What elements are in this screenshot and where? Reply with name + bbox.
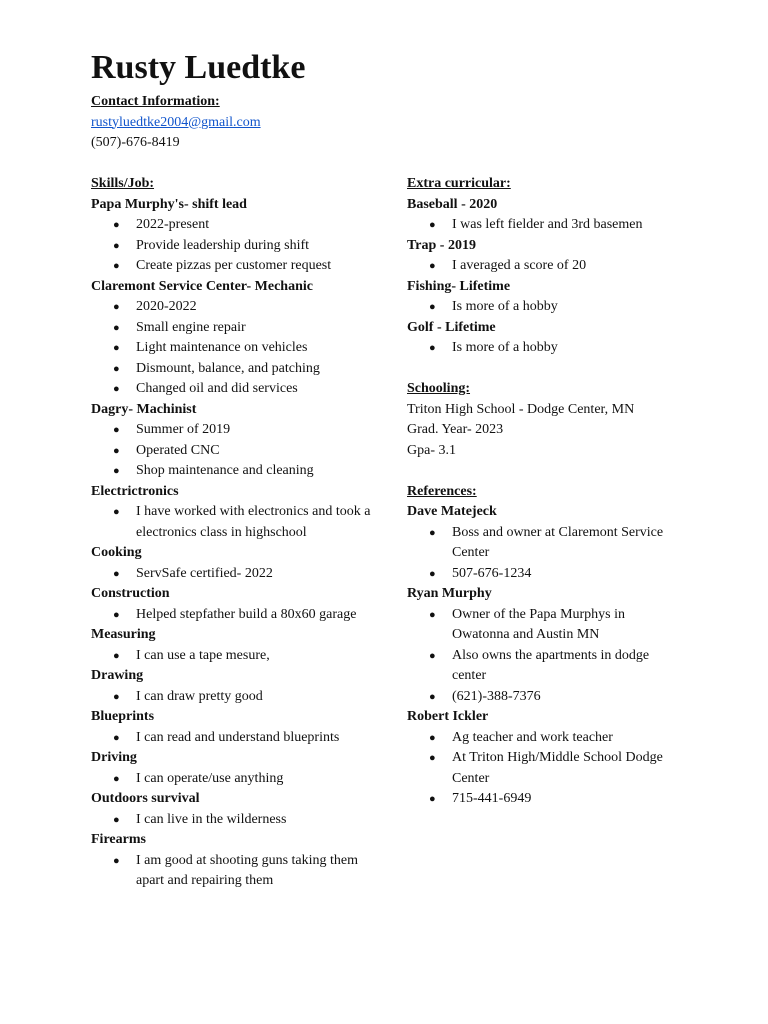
bullet-list — [91, 769, 391, 790]
bullet-item — [91, 379, 391, 400]
bullet-text: Small engine repair — [136, 319, 246, 335]
section-title: Fishing- Lifetime — [407, 278, 511, 294]
bullet-item — [91, 338, 391, 359]
bullet-item — [91, 236, 391, 257]
bullet-item — [407, 646, 707, 687]
contact-section — [91, 92, 391, 154]
bullet-item — [91, 728, 391, 749]
bullet-item — [91, 359, 391, 380]
bullet-icon: ● — [429, 690, 436, 703]
bullet-item — [91, 297, 391, 318]
bullet-list — [407, 605, 707, 708]
section-title: Construction — [91, 586, 170, 601]
skills-column — [91, 174, 391, 892]
bullet-list — [407, 338, 707, 359]
bullet-item — [91, 687, 391, 708]
bullet-text: Ag teacher and work teacher — [452, 729, 613, 745]
reference-name: Ryan Murphy — [407, 586, 492, 601]
bullet-item — [91, 605, 391, 626]
bullet-text: Changed oil and did services — [136, 381, 298, 396]
bullet-item — [407, 748, 707, 789]
bullet-list — [91, 728, 391, 749]
bullet-text: 715-441-6949 — [452, 791, 532, 806]
bullet-item — [91, 502, 391, 543]
bullet-text: I can use a tape mesure, — [136, 647, 270, 663]
bullet-list — [91, 297, 391, 400]
bullet-text: I can draw pretty good — [136, 688, 263, 704]
bullet-text: 507-676-1234 — [452, 565, 532, 581]
bullet-list — [91, 420, 391, 482]
bullet-list — [407, 215, 707, 236]
bullet-item — [91, 810, 391, 831]
bullet-text: Shop maintenance and cleaning — [136, 463, 314, 478]
bullet-icon: ● — [429, 608, 436, 621]
reference-name: Robert Ickler — [407, 709, 489, 724]
bullet-icon: ● — [113, 772, 120, 785]
bullet-item — [407, 256, 707, 277]
bullet-item — [91, 441, 391, 462]
bullet-text: Provide leadership during shift — [136, 237, 310, 253]
section-title: Baseball - 2020 — [407, 196, 498, 212]
bullet-text: Also owns the apartments in dodge center — [452, 647, 650, 683]
bullet-icon: ● — [113, 649, 120, 662]
bullet-text: Light maintenance on vehicles — [136, 340, 308, 355]
references-heading: References: — [407, 483, 477, 499]
bullet-text: Operated CNC — [136, 442, 220, 458]
bullet-list — [91, 564, 391, 585]
bullet-icon: ● — [429, 649, 436, 662]
bullet-text: I can live in the wilderness — [136, 811, 287, 827]
bullet-item — [91, 256, 391, 277]
bullet-icon: ● — [113, 424, 120, 436]
bullet-item — [407, 564, 707, 585]
references-list — [407, 502, 707, 810]
schooling-details — [407, 400, 707, 462]
bullet-icon: ● — [113, 260, 120, 272]
bullet-text: Is more of a hobby — [452, 299, 558, 314]
section-title: Golf - Lifetime — [407, 319, 496, 335]
bullet-item — [407, 297, 707, 318]
extra-curricular-heading: Extra curricular: — [407, 176, 511, 191]
bullet-icon: ● — [113, 731, 120, 744]
bullet-icon: ● — [113, 813, 120, 826]
bullet-list — [407, 523, 707, 585]
bullet-text: I averaged a score of 20 — [452, 258, 587, 273]
bullet-text: (621)-388-7376 — [452, 688, 541, 704]
schooling-line: Grad. Year- 2023 — [407, 422, 504, 437]
bullet-icon: ● — [113, 567, 120, 580]
section-title: Outdoors survival — [91, 791, 200, 806]
email-link[interactable]: rustyluedtke2004@gmail.com — [91, 114, 261, 130]
bullet-icon: ● — [113, 342, 120, 354]
bullet-text: I can operate/use anything — [136, 770, 284, 786]
bullet-icon: ● — [113, 608, 120, 621]
bullet-text: Owner of the Papa Murphys in Owatonna and Austin MN — [452, 606, 626, 642]
bullet-item — [91, 646, 391, 667]
section-title: Trap - 2019 — [407, 237, 476, 253]
bullet-item — [407, 605, 707, 646]
bullet-list — [407, 256, 707, 277]
bullet-item — [91, 851, 391, 892]
bullet-icon: ● — [113, 321, 120, 334]
bullet-icon: ● — [113, 444, 120, 457]
bullet-text: Boss and owner at Claremont Service Center — [452, 524, 664, 560]
section-title: Drawing — [91, 668, 144, 683]
section-title: Blueprints — [91, 709, 155, 724]
bullet-item — [407, 687, 707, 708]
bullet-icon: ● — [113, 854, 120, 867]
bullet-text: Summer of 2019 — [136, 422, 231, 437]
bullet-item — [91, 215, 391, 236]
bullet-item — [91, 420, 391, 441]
bullet-item — [407, 338, 707, 359]
bullet-list — [91, 810, 391, 831]
bullet-text: Create pizzas per customer request — [136, 258, 332, 273]
skills-list — [91, 195, 391, 892]
section-title: Firearms — [91, 832, 146, 847]
bullet-list — [91, 851, 391, 892]
section-title: Cooking — [91, 545, 142, 560]
bullet-item — [91, 564, 391, 585]
bullet-icon: ● — [113, 383, 120, 395]
contact-heading: Contact Information: — [91, 94, 220, 109]
bullet-list — [91, 605, 391, 626]
schooling-line: Triton High School - Dodge Center, MN — [407, 401, 635, 417]
bullet-icon: ● — [113, 465, 120, 477]
bullet-icon: ● — [113, 239, 120, 252]
schooling-heading: Schooling: — [407, 381, 471, 396]
bullet-icon: ● — [429, 260, 436, 272]
bullet-list — [407, 297, 707, 318]
bullet-list — [91, 687, 391, 708]
bullet-icon: ● — [429, 752, 436, 764]
bullet-list — [407, 728, 707, 810]
bullet-icon: ● — [113, 690, 120, 703]
reference-name: Dave Matejeck — [407, 504, 497, 519]
bullet-icon: ● — [113, 506, 120, 518]
bullet-list — [91, 502, 391, 543]
bullet-icon: ● — [429, 731, 436, 744]
bullet-item — [407, 789, 707, 810]
bullet-text: I can read and understand blueprints — [136, 729, 340, 745]
bullet-icon: ● — [113, 362, 120, 375]
bullet-text: Dismount, balance, and patching — [136, 360, 320, 376]
bullet-icon: ● — [429, 301, 436, 313]
bullet-item — [91, 769, 391, 790]
bullet-text: 2020-2022 — [136, 299, 197, 314]
bullet-icon: ● — [429, 342, 436, 354]
bullet-icon: ● — [429, 793, 436, 805]
bullet-text: I am good at shooting guns taking them apart and repairing them — [136, 852, 359, 888]
skills-heading: Skills/Job: — [91, 176, 155, 191]
bullet-text: 2022-present — [136, 217, 210, 232]
section-title: Electrictronics — [91, 483, 179, 499]
section-title: Driving — [91, 750, 137, 765]
bullet-item — [407, 215, 707, 236]
phone-number: (507)-676-8419 — [91, 135, 180, 150]
bullet-icon: ● — [113, 219, 120, 231]
section-title: Dagry- Machinist — [91, 401, 197, 417]
section-title: Measuring — [91, 627, 156, 642]
bullet-item — [91, 461, 391, 482]
bullet-text: At Triton High/Middle School Dodge Center — [452, 750, 663, 786]
bullet-item — [91, 318, 391, 339]
bullet-list — [91, 646, 391, 667]
extra-curricular-list — [407, 195, 707, 359]
bullet-list — [91, 215, 391, 277]
bullet-text: I have worked with electronics and took a electronics class in highschool — [136, 504, 371, 540]
resume-name: Rusty Luedtke — [91, 49, 306, 86]
bullet-item — [407, 523, 707, 564]
bullet-icon: ● — [429, 219, 436, 231]
schooling-line: Gpa- 3.1 — [407, 442, 456, 458]
bullet-icon: ● — [429, 526, 436, 539]
bullet-icon: ● — [429, 567, 436, 580]
bullet-item — [407, 728, 707, 749]
bullet-text: Is more of a hobby — [452, 340, 558, 355]
bullet-text: ServSafe certified- 2022 — [136, 565, 273, 581]
section-title: Claremont Service Center- Mechanic — [91, 278, 313, 294]
bullet-icon: ● — [113, 301, 120, 313]
bullet-text: Helped stepfather build a 80x60 garage — [136, 606, 357, 622]
right-column — [407, 174, 707, 810]
bullet-text: I was left fielder and 3rd basemen — [452, 217, 643, 232]
section-title: Papa Murphy's- shift lead — [91, 196, 247, 212]
